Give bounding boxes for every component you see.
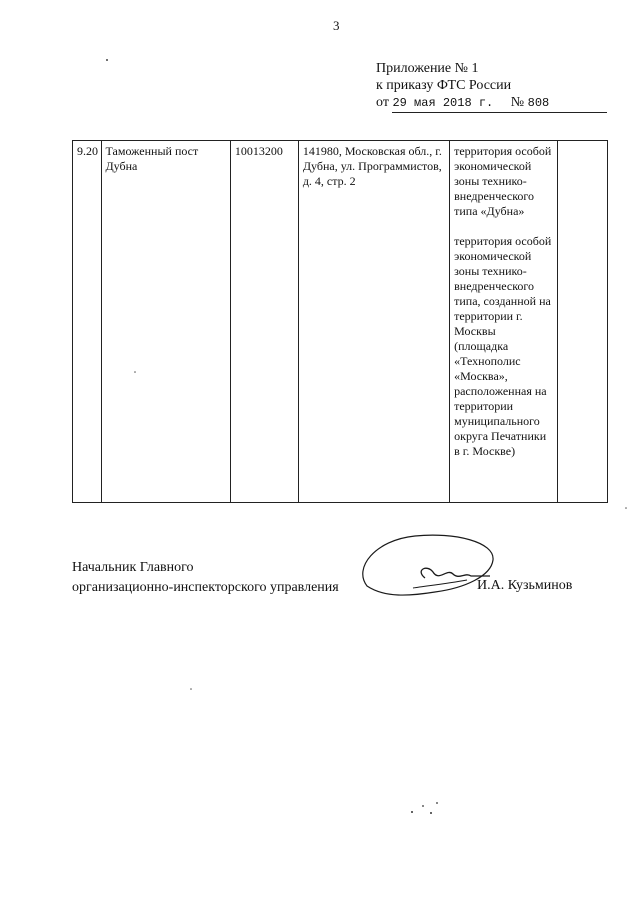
handwritten-signature [355, 528, 505, 608]
page-number: 3 [333, 18, 340, 33]
row-number: 9.20 [73, 141, 102, 503]
appendix-title: Приложение № 1 [376, 61, 479, 76]
number-prefix: № [510, 95, 525, 110]
post-name: Таможенный пост Дубна [101, 141, 230, 503]
customs-posts-table [72, 140, 608, 503]
signatory-name: И.А. Кузьминов [477, 578, 573, 593]
date-prefix: от [376, 95, 389, 110]
number-value: 808 [527, 96, 550, 110]
signatory-title-line2: организационно-инспекторского управления [72, 580, 339, 595]
appendix-header [376, 60, 549, 112]
date-value: 29 мая 2018 г. [392, 96, 494, 110]
post-address: 141980, Московская обл., г. Дубна, ул. Программистов, д. 4, стр. 2 [298, 141, 449, 503]
signatory-title [72, 558, 339, 598]
appendix-order-ref: к приказу ФТС России [376, 78, 512, 93]
territory-item: территория особой экономической зоны технико-внедренческого типа «Дубна» [454, 144, 552, 218]
signatory-title-line1: Начальник Главного [72, 560, 194, 575]
empty-cell [557, 141, 607, 503]
territory-cell [450, 141, 557, 503]
appendix-date-line [376, 94, 549, 112]
post-code: 10013200 [230, 141, 298, 503]
table-row [73, 141, 608, 503]
territory-item: территория особой экономической зоны технико-внедренческого типа, созданной на территории г. Москвы (площадка «Технополис «Москва», расположенная на территории муниципального округа Печатники в г. Москве) [454, 234, 552, 458]
date-underline [392, 112, 607, 113]
